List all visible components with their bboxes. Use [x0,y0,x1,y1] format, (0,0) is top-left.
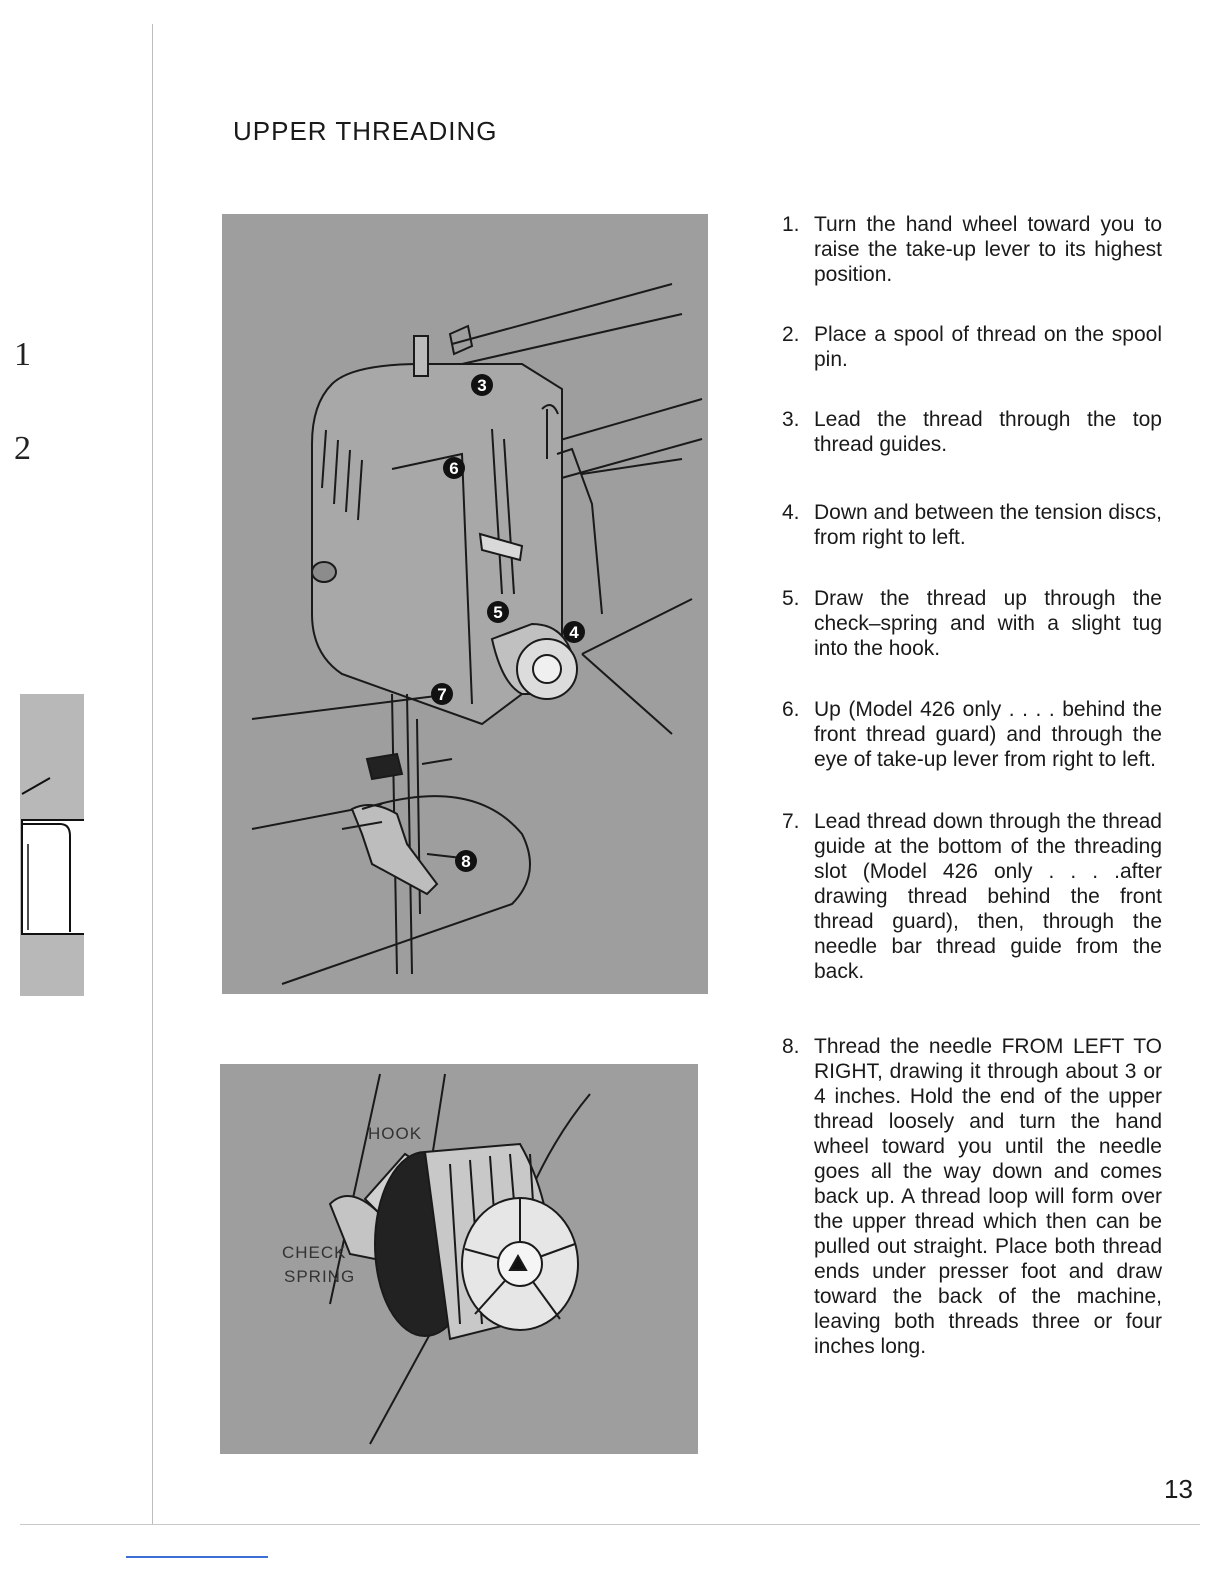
upper-threading-diagram [222,214,708,994]
margin-mark-1: 1 [14,336,31,373]
step-number: 7. [782,810,800,833]
page-title: UPPER THREADING [233,116,498,146]
step-text: Draw the thread up through the check–spring and with a slight tug into the hook. [814,587,1162,660]
step-text: Lead the thread through the top thread guides. [814,408,1162,456]
margin-mark-2: 2 [14,430,31,467]
step-item [770,500,1162,550]
step-item [770,697,1162,772]
tension-assembly-detail [220,1064,698,1454]
callout-3: 3 [477,376,487,395]
step-number: 4. [782,501,800,524]
callout-5: 5 [493,603,503,622]
step-item [770,1034,1162,1359]
thumb-tab [20,694,84,996]
step-item [770,322,1162,372]
step-text: Down and between the tension discs, from right to left. [814,501,1162,549]
scan-edge-mark [126,1556,268,1558]
step-number: 3. [782,408,800,431]
step-item [770,407,1162,457]
callout-6: 6 [449,459,459,478]
step-number: 8. [782,1035,800,1058]
step-number: 2. [782,323,800,346]
step-item [770,212,1162,287]
step-item [770,809,1162,984]
step-number: 1. [782,213,800,236]
step-text: Thread the needle FROM LEFT TO RIGHT, drawing it through about 3 or 4 inches. Hold the end of the upper thread loosely and turn the hand wheel toward you until the needle goes all the way down and comes back up. A thread loop will form over the upper thread which then can be pulled out straight. Place both thread ends under presser foot and draw toward the back of the machine, leaving both threads three or four inches long. [814,1035,1162,1358]
callout-8: 8 [461,852,471,871]
callout-7: 7 [437,685,447,704]
callout-4: 4 [569,623,579,642]
bottom-rule [20,1524,1200,1525]
spring-label: SPRING [284,1267,356,1286]
step-number: 6. [782,698,800,721]
step-text: Turn the hand wheel toward you to raise the take-up lever to its highest position. [814,213,1162,286]
hook-label: HOOK [368,1124,423,1143]
page-number: 13 [1164,1474,1193,1504]
step-text: Lead thread down through the thread guide at the bottom of the threading slot (Model 426 only . . . .after drawing thread behind the front thread guard), then, through the needle bar thread guide from the back. [814,810,1162,983]
check-label: CHECK [282,1243,347,1262]
step-text: Up (Model 426 only . . . . behind the front thread guard) and through the eye of take-up lever from right to left. [814,698,1162,771]
step-item [770,586,1162,661]
step-text: Place a spool of thread on the spool pin. [814,323,1162,371]
binding-line [152,24,153,1524]
step-number: 5. [782,587,800,610]
threading-steps [770,212,1162,1359]
